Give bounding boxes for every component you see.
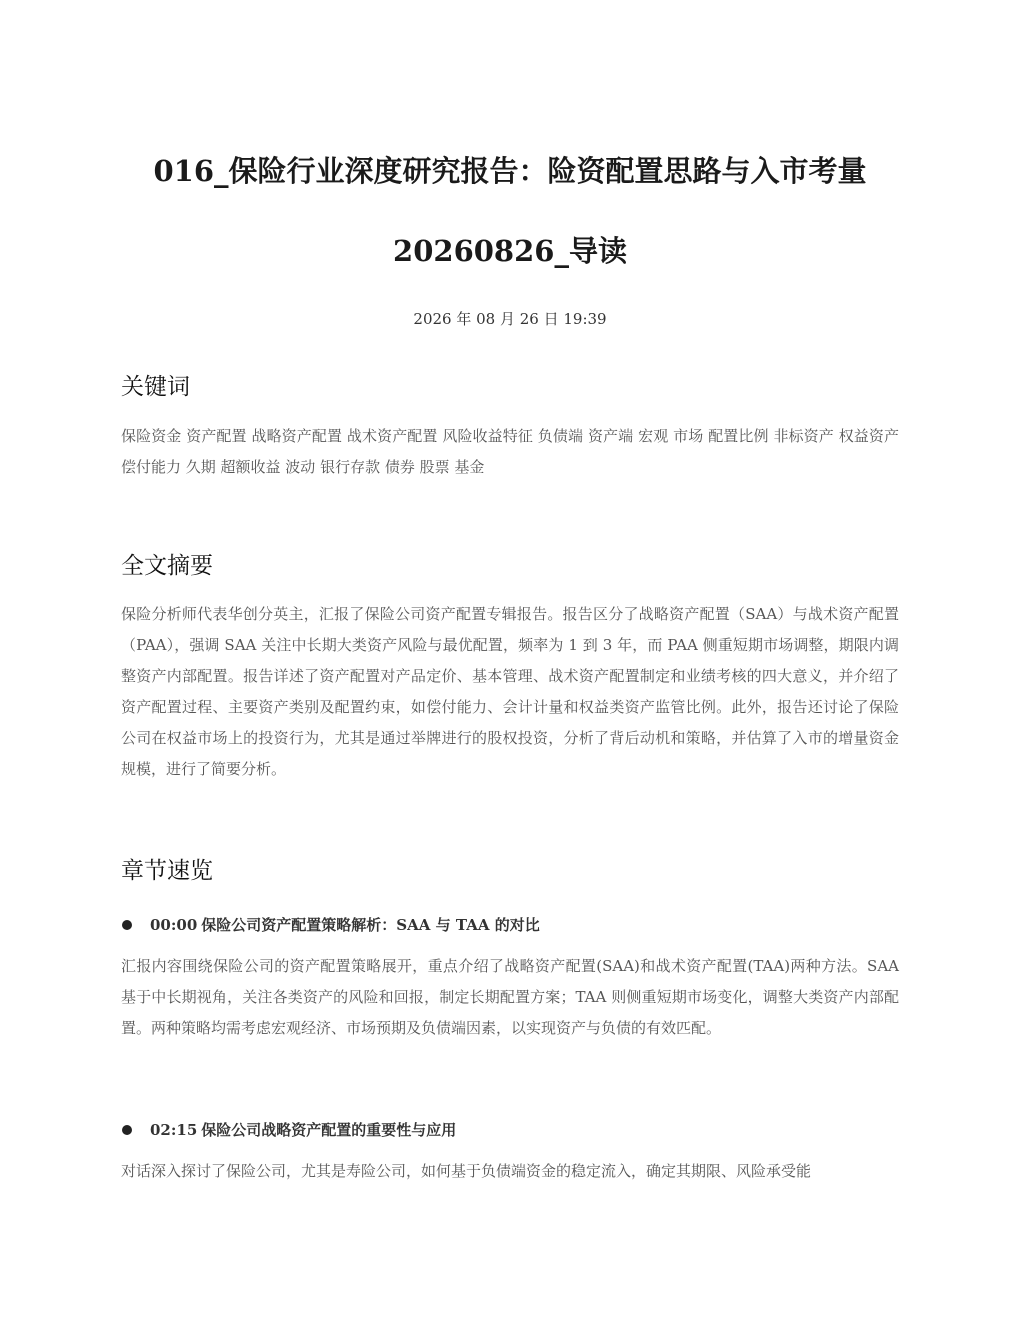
bullet-dot-icon (122, 920, 132, 930)
chapter-title: 保险公司战略资产配置的重要性与应用 (201, 1121, 457, 1139)
chapter-item-heading (121, 1118, 899, 1142)
document-title-line-2: 20260826_导读 (393, 234, 627, 268)
chapter-item-heading (121, 913, 899, 937)
chapter-time: 00:00 (150, 916, 198, 934)
chapter-text: 对话深入探讨了保险公司，尤其是寿险公司，如何基于负债端资金的稳定流入，确定其期限、风险承受能 (121, 1162, 812, 1180)
chapters-heading: 章节速览 (121, 858, 213, 884)
chapter-text: 汇报内容围绕保险公司的资产配置策略展开，重点介绍了战略资产配置(SAA)和战术资产配置(TAA)两种方法。SAA 基于中长期视角，关注各类资产的风险和回报，制定长期配置方案；TAA 则侧重短期市场变化，调整大类资产内部配置。两种策略均需考虑宏观经济、市场预期及负债端因素，以实现资产与负债的有效匹配。 (121, 957, 899, 1037)
document-date: 2026 年 08 月 26 日 19:39 (413, 310, 607, 328)
document-title-line-1: 016_保险行业深度研究报告：险资配置思路与入市考量 (153, 154, 867, 188)
bullet-dot-icon (122, 1125, 132, 1135)
summary-heading: 全文摘要 (121, 553, 213, 579)
summary-text: 保险分析师代表华创分英主，汇报了保险公司资产配置专辑报告。报告区分了战略资产配置（SAA）与战术资产配置（PAA），强调 SAA 关注中长期大类资产风险与最优配置，频率为 1 到 3 年，而 PAA 侧重短期市场调整，期限内调整资产内部配置。报告详述了资产配置对产品定价、基本管理、战术资产配置制定和业绩考核的四大意义，并介绍了资产配置过程、主要资产类别及配置约束，如偿付能力、会计计量和权益类资产监管比例。此外，报告还讨论了保险公司在权益市场上的投资行为，尤其是通过举牌进行的股权投资，分析了背后动机和策略，并估算了入市的增量资金规模，进行了简要分析。 (121, 605, 899, 778)
keywords-text: 保险资金 资产配置 战略资产配置 战术资产配置 风险收益特征 负债端 资产端 宏观 市场 配置比例 非标资产 权益资产 偿付能力 久期 超额收益 波动 银行存款 债券 股票 基金 (121, 427, 899, 476)
chapter-title: 保险公司资产配置策略解析：SAA 与 TAA 的对比 (201, 916, 540, 934)
keywords-heading: 关键词 (121, 374, 190, 400)
chapter-time: 02:15 (150, 1121, 198, 1139)
